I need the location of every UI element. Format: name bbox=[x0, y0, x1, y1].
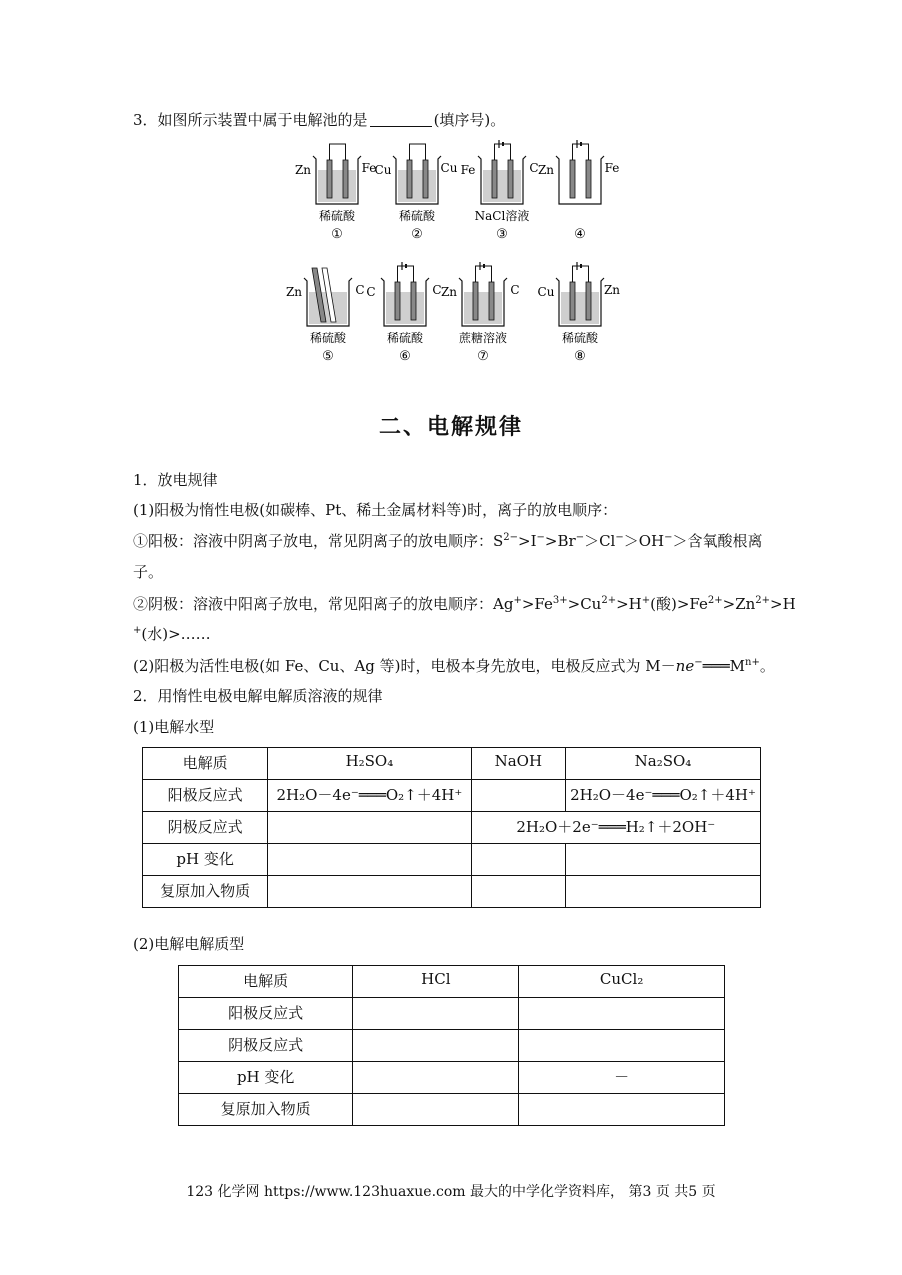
sec1-line3: 子。 bbox=[133, 563, 164, 581]
figure-number: ③ bbox=[496, 227, 508, 242]
electrode-left bbox=[395, 282, 400, 320]
electrode-right-label: C bbox=[529, 161, 539, 175]
section-title: 二、电解规律 bbox=[378, 414, 523, 440]
empty-cell[interactable] bbox=[566, 876, 761, 908]
figure-row-1 bbox=[295, 140, 619, 242]
solution-label: 稀硫酸 bbox=[398, 209, 436, 223]
solution-fill bbox=[386, 292, 424, 324]
empty-cell[interactable] bbox=[268, 812, 471, 844]
beaker-④ bbox=[538, 140, 619, 242]
electrode-right-label: Zn bbox=[603, 283, 620, 297]
electrode-right-label: Cu bbox=[440, 161, 458, 175]
electrode-right-label: C bbox=[432, 283, 442, 297]
solution-fill bbox=[561, 292, 599, 324]
sec2-sub2: (2)电解电解质型 bbox=[133, 935, 245, 953]
electrode-left bbox=[407, 160, 412, 198]
beaker-outline bbox=[556, 156, 604, 204]
sec1-line1: (1)阳极为惰性电极(如碳棒、Pt、稀土金属材料等)时，离子的放电顺序： bbox=[133, 501, 618, 519]
empty-cell[interactable] bbox=[353, 1094, 519, 1126]
sec1-line4: ②阴极：溶液中阳离子放电，常见阳离子的放电顺序：$Ag^+>Fe^{3+}>Cu^{2+}>H^+$(酸)$>Fe^{2+}>Zn^{2+}>H$ bbox=[133, 595, 796, 613]
sec1-line6: (2)阳极为活性电极(如 Fe、Cu、Ag 等)时，电极本身先放电，电极反应式为 $M-ne^-═══M^{n+}$。 bbox=[133, 657, 775, 675]
electrode-left-label: Fe bbox=[460, 163, 476, 177]
sec1-line2: ①阳极：溶液中阴离子放电，常见阴离子的放电顺序：$S^{2-}>I^->Br^->Cl^->OH^->$含氧酸根离 bbox=[133, 532, 763, 550]
beaker-① bbox=[295, 144, 376, 242]
beaker-⑦ bbox=[441, 262, 520, 364]
electrode-left-label: Zn bbox=[537, 163, 555, 177]
electrode-right bbox=[411, 282, 416, 320]
figure-number: ⑦ bbox=[477, 349, 489, 364]
sec2-sub1: (1)电解水型 bbox=[133, 718, 215, 736]
electrode-left bbox=[473, 282, 478, 320]
wire bbox=[398, 266, 414, 282]
electrode-right bbox=[489, 282, 494, 320]
solution-label: NaCl溶液 bbox=[474, 209, 530, 223]
empty-cell[interactable] bbox=[519, 1030, 725, 1062]
beaker-⑧ bbox=[538, 262, 620, 364]
beaker-⑤ bbox=[286, 268, 365, 364]
beaker-③ bbox=[461, 140, 539, 242]
empty-cell[interactable] bbox=[519, 998, 725, 1030]
wire bbox=[476, 266, 492, 282]
figure-number: ④ bbox=[574, 227, 586, 242]
empty-cell[interactable] bbox=[471, 780, 565, 812]
figure-row-2 bbox=[286, 262, 620, 364]
electrode-left bbox=[492, 160, 497, 198]
electrode-right bbox=[586, 160, 591, 198]
solution-label: 稀硫酸 bbox=[386, 331, 424, 345]
solution-fill bbox=[398, 170, 436, 202]
wire bbox=[573, 144, 589, 160]
question-3: 3．如图所示装置中属于电解池的是 (填序号)。 bbox=[133, 111, 506, 129]
electrode-right bbox=[343, 160, 348, 198]
electrode-right bbox=[423, 160, 428, 198]
wire bbox=[573, 266, 589, 282]
empty-cell[interactable] bbox=[353, 1030, 519, 1062]
empty-cell[interactable] bbox=[566, 844, 761, 876]
electrode-left-label: Zn bbox=[440, 285, 458, 299]
table-electrolyte-electrolysis: 电解质 HCl CuCl₂ 阳极反应式 阴极反应式 pH 变化 － 复原加入物质 bbox=[178, 965, 725, 1126]
sec1-heading: 1．放电规律 bbox=[133, 471, 218, 489]
electrode-right-label: C bbox=[355, 283, 365, 297]
answer-blank[interactable] bbox=[370, 112, 432, 127]
electrode-right bbox=[586, 282, 591, 320]
empty-cell[interactable] bbox=[471, 844, 565, 876]
figure-number: ① bbox=[331, 227, 343, 242]
solution-label: 稀硫酸 bbox=[318, 209, 356, 223]
electrode-left bbox=[327, 160, 332, 198]
empty-cell[interactable] bbox=[353, 1062, 519, 1094]
electrode-right-label: C bbox=[510, 283, 520, 297]
empty-cell[interactable] bbox=[471, 876, 565, 908]
empty-cell[interactable] bbox=[268, 844, 471, 876]
electrode-left-label: Cu bbox=[537, 285, 555, 299]
solution-label: 蔗糖溶液 bbox=[458, 331, 508, 345]
solution-fill bbox=[483, 170, 521, 202]
sec1-line5: +(水)>…… bbox=[133, 625, 211, 643]
wire bbox=[495, 144, 511, 160]
table-water-electrolysis: 电解质 H₂SO₄ NaOH Na₂SO₄ 阳极反应式 2H₂O－4e⁻═══O₂↑＋4H⁺ 2H₂O－4e⁻═══O₂↑＋4H⁺ 阴极反应式 2H₂O＋2e⁻═══H₂↑＋2OH⁻ pH 变化 复原加入物质 bbox=[142, 747, 761, 908]
solution-label: 稀硫酸 bbox=[561, 331, 599, 345]
wire bbox=[330, 144, 346, 160]
electrode-right-label: Fe bbox=[361, 161, 377, 175]
page-footer: 123 化学网 https://www.123huaxue.com 最大的中学化学资料库， 第3 页 共5 页 bbox=[186, 1184, 716, 1200]
electrode-left-label: C bbox=[366, 285, 376, 299]
beaker-⑥ bbox=[366, 262, 441, 364]
electrode-left-label: Zn bbox=[294, 163, 312, 177]
electrode-right-label: Fe bbox=[604, 161, 620, 175]
electrode-right bbox=[508, 160, 513, 198]
empty-cell[interactable] bbox=[353, 998, 519, 1030]
figure-number: ⑧ bbox=[574, 349, 586, 364]
beaker-② bbox=[375, 144, 458, 242]
figure-number: ② bbox=[411, 227, 423, 242]
empty-cell[interactable] bbox=[268, 876, 471, 908]
electrode-left-label: Zn bbox=[285, 285, 303, 299]
solution-fill bbox=[464, 292, 502, 324]
electrode-left-label: Cu bbox=[374, 163, 392, 177]
electrode-left bbox=[570, 160, 575, 198]
electrolysis-apparatus-figure bbox=[280, 140, 620, 380]
wire bbox=[410, 144, 426, 160]
sec2-heading: 2．用惰性电极电解电解质溶液的规律 bbox=[133, 687, 383, 705]
electrode-left bbox=[570, 282, 575, 320]
figure-number: ⑤ bbox=[322, 349, 334, 364]
solution-fill bbox=[318, 170, 356, 202]
figure-number: ⑥ bbox=[399, 349, 411, 364]
empty-cell[interactable] bbox=[519, 1094, 725, 1126]
solution-label: 稀硫酸 bbox=[309, 331, 347, 345]
